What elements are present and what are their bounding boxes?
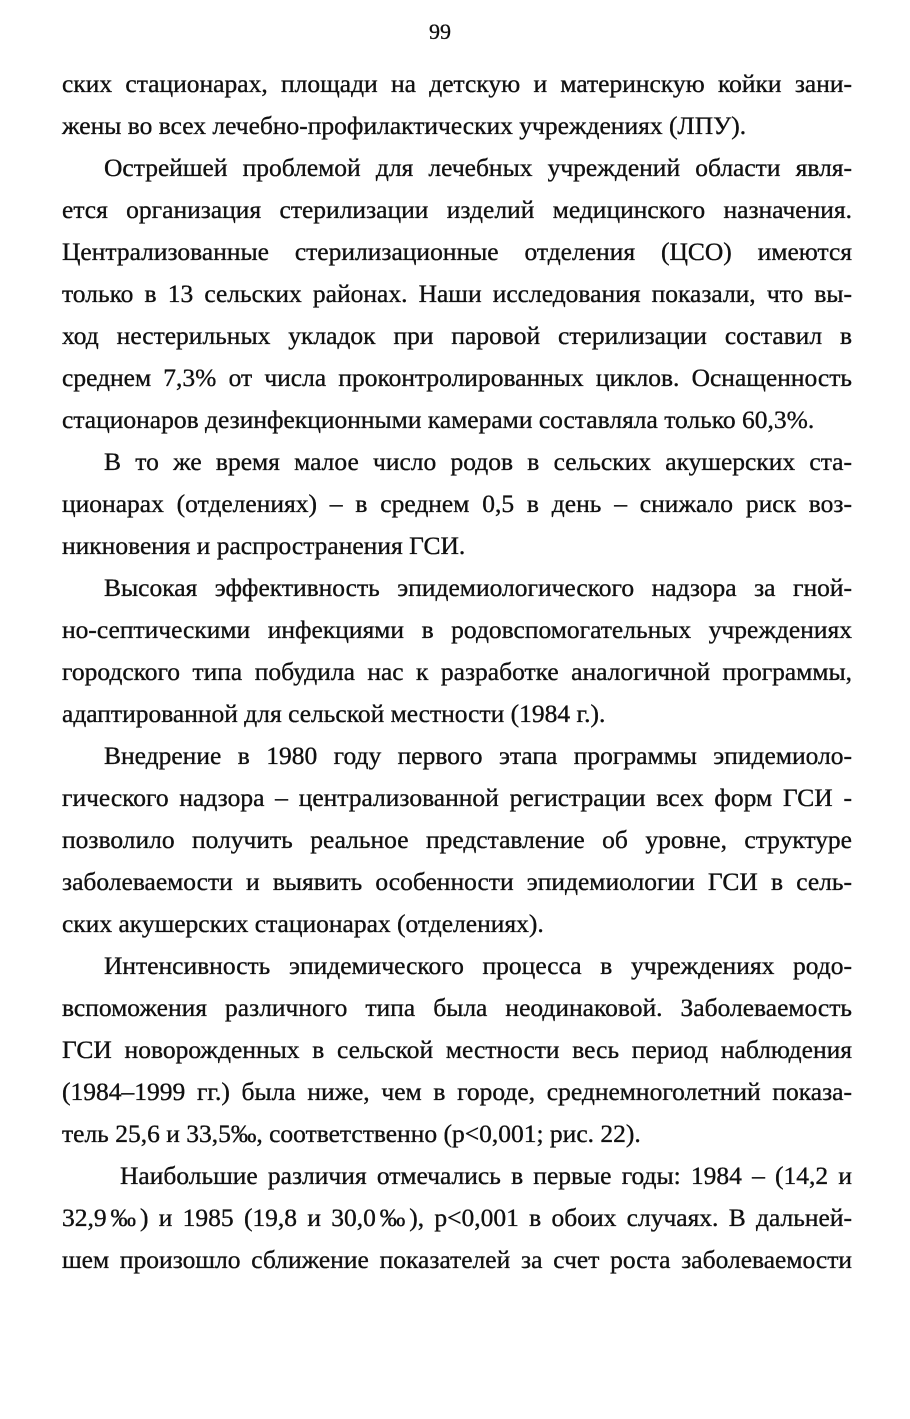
text-line: Наибольшие различия отмечались в первые годы: 1984 – (14,2 и [120, 1161, 852, 1190]
text-line: В то же время малое число родов в сельских акушерских ста- [104, 447, 852, 476]
text-line: ход нестерильных укладок при паровой стерилизации составил в [62, 321, 852, 350]
text-line: вспоможения различного типа была неодинаковой. Заболеваемость [62, 993, 852, 1022]
text-line: Острейшей проблемой для лечебных учреждений области явля- [104, 153, 852, 182]
paragraph-6 [62, 945, 852, 1155]
text-line: жены во всех лечебно-профилактических учреждениях (ЛПУ). [62, 111, 747, 140]
text-line: стационаров дезинфекционными камерами составляла только 60,3%. [62, 405, 815, 434]
text-line: Централизованные стерилизационные отделения (ЦСО) имеются [62, 237, 852, 266]
text-line: ских акушерских стационарах (отделениях). [62, 909, 544, 938]
text-line: Внедрение в 1980 году первого этапа программы эпидемиоло- [104, 741, 852, 770]
paragraph-4 [62, 567, 852, 735]
text-line: ется организация стерилизации изделий медицинского назначения. [62, 195, 852, 224]
text-line: (1984–1999 гг.) была ниже, чем в городе, среднемноголетний показа- [62, 1077, 852, 1106]
paragraph-2 [62, 147, 852, 441]
text-line: никновения и распространения ГСИ. [62, 531, 466, 560]
text-line: но-септическими инфекциями в родовспомогательных учреждениях [62, 615, 852, 644]
paragraph-7 [62, 1155, 852, 1281]
body-text [62, 63, 852, 1281]
text-line: позволило получить реальное представление об уровне, структуре [62, 825, 852, 854]
text-line: гического надзора – централизованной регистрации всех форм ГСИ - [62, 783, 852, 812]
text-line: Высокая эффективность эпидемиологического надзора за гной- [104, 573, 852, 602]
text-line: городского типа побудила нас к разработке аналогичной программы, [62, 657, 852, 686]
page-number: 99 [429, 19, 451, 44]
text-line: адаптированной для сельской местности (1984 г.). [62, 699, 606, 728]
text-line: Интенсивность эпидемического процесса в учреждениях родо- [104, 951, 852, 980]
text-line: только в 13 сельских районах. Наши исследования показали, что вы- [62, 279, 852, 308]
text-line: ских стационарах, площади на детскую и материнскую койки зани- [62, 69, 852, 98]
text-line: среднем 7,3% от числа проконтролированных циклов. Оснащенность [62, 363, 852, 392]
paragraph-3 [62, 441, 852, 567]
text-line: ционарах (отделениях) – в среднем 0,5 в день – снижало риск воз- [62, 489, 852, 518]
paragraph-1 [62, 63, 852, 147]
text-line: ГСИ новорожденных в сельской местности весь период наблюдения [62, 1035, 852, 1064]
text-line: тель 25,6 и 33,5‰, соответственно (p<0,001; рис. 22). [62, 1119, 641, 1148]
text-line: заболеваемости и выявить особенности эпидемиологии ГСИ в сель- [62, 867, 852, 896]
text-line: 32,9‰) и 1985 (19,8 и 30,0‰), p<0,001 в обоих случаях. В дальней- [62, 1203, 852, 1232]
text-line: шем произошло сближение показателей за счет роста заболеваемости [62, 1245, 852, 1274]
paragraph-5 [62, 735, 852, 945]
